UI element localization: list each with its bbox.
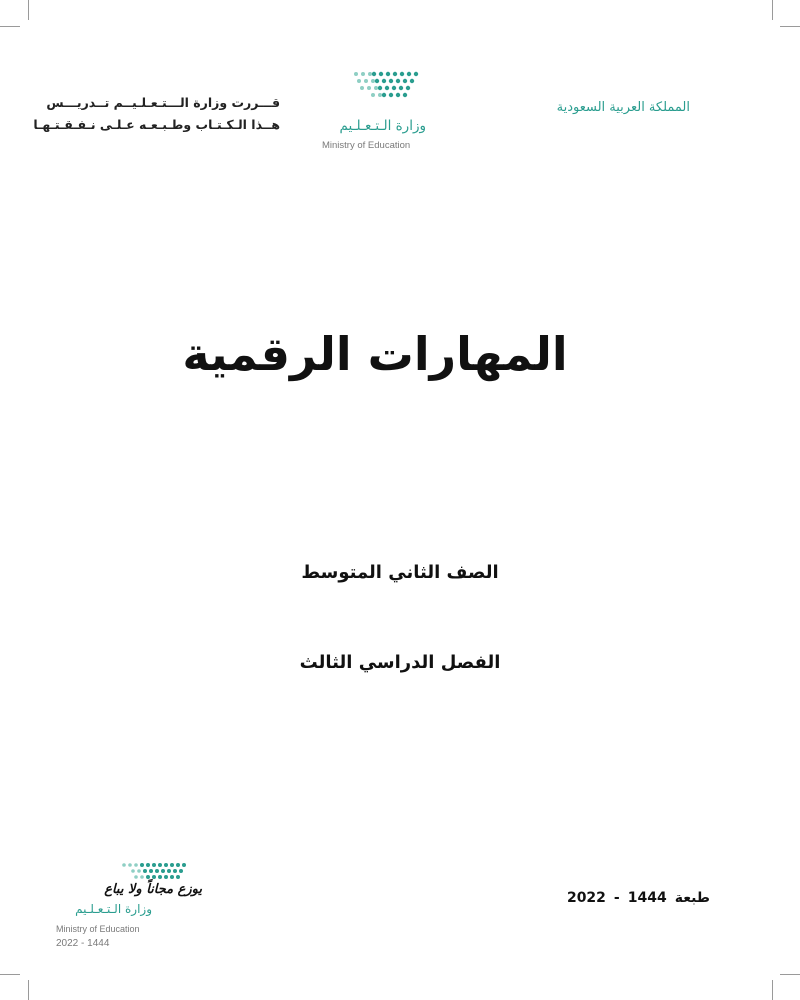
crop-mark-right-bottom (780, 974, 800, 975)
free-distribution-logo (52, 860, 202, 960)
free-distribution-text: يوزع مجاناً ولا يباع (104, 882, 202, 897)
ministry-name-ar: وزارة الـتـعـلـيم (339, 118, 426, 134)
crop-mark-bottom-left (28, 980, 29, 1000)
grade-level: الصف الثاني المتوسط (301, 562, 499, 583)
crop-mark-left-top (0, 26, 20, 27)
crop-mark-left-bottom (0, 974, 20, 975)
footer-ministry-name-ar: وزارة الـتـعـلـيم (75, 902, 152, 916)
edition-info (560, 890, 710, 906)
edition-separator: - (613, 890, 620, 906)
crop-mark-right-top (780, 26, 800, 27)
ministry-name-en: Ministry of Education (322, 140, 411, 151)
footer-year: 2022 - 1444 (56, 938, 110, 949)
approval-line-1: قـــررت وزارة الـــتـعـلـيــم تــدريـــس (46, 95, 280, 110)
crop-mark-bottom-right (772, 980, 773, 1000)
kingdom-name: المملكة العربية السعودية (556, 100, 690, 115)
edition-gregorian-year: 2022 (566, 890, 606, 906)
approval-line-2: هــذا الـكـتـاب وطـبـعـه عـلـى نـفـقـتـهـا (33, 117, 280, 132)
crop-mark-top-right (772, 0, 773, 20)
book-title: المهارات الرقمية (182, 327, 568, 381)
edition-hijri-year: 1444 (627, 890, 667, 906)
ministry-dots-icon (318, 68, 428, 108)
edition-label: طبعة (674, 890, 710, 906)
semester: الفصل الدراسي الثالث (299, 652, 501, 673)
approval-statement (33, 92, 280, 136)
footer-ministry-name-en: Ministry of Education (56, 924, 140, 934)
crop-mark-top-left (28, 0, 29, 20)
